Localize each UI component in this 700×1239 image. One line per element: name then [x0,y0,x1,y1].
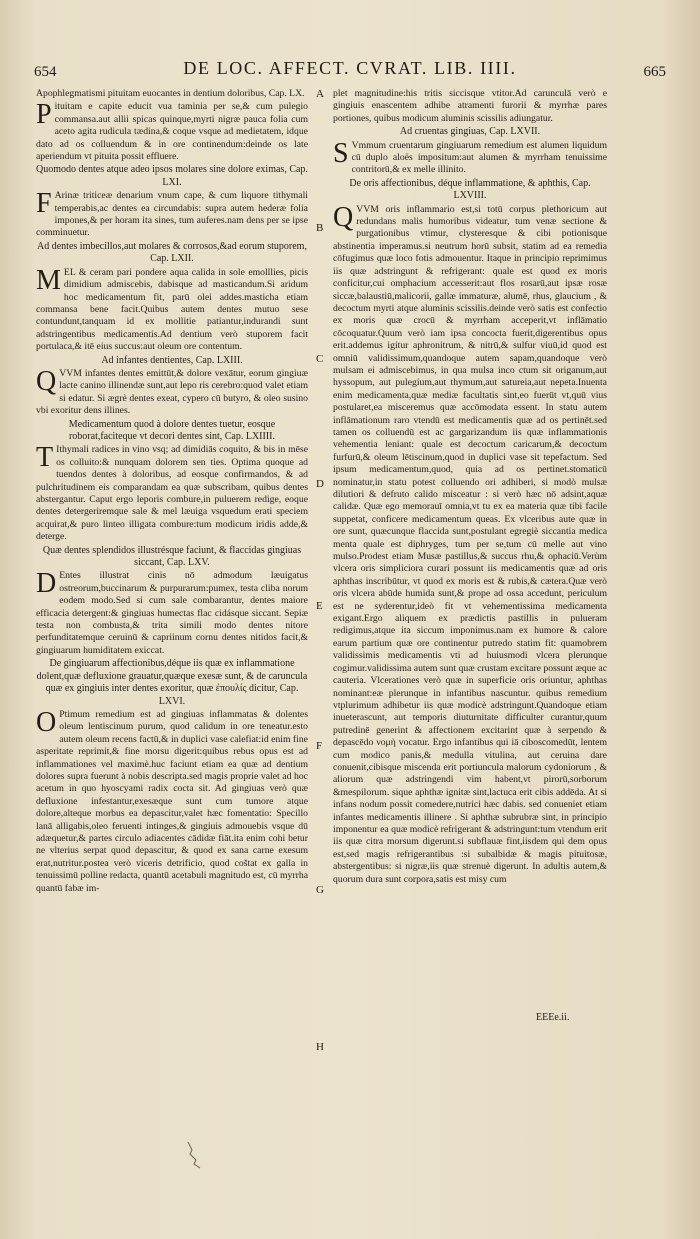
paragraph [333,137,607,177]
ink-mark [186,1140,210,1170]
chapter-heading [36,419,308,444]
paragraph-text: VVM infantes dentes emittūt,& dolore vexātur, eorum gingiuæ lacte canino illinendæ sunt,aut lepo ris cerebro:quod valet etiam si edatur. Si ægrè dentes exeat, cypero cū butyro, & oleo susino vbi exoritur dens illines. [36,367,308,417]
drop-cap: Q [333,201,354,233]
paragraph [36,190,308,240]
left-text-column [36,88,308,896]
margin-letter: E [316,600,323,612]
margin-letter: H [316,1041,324,1053]
right-text-column [333,88,607,887]
paragraph-text: Ad dentes imbecillos,aut molares & corrosos,&ad eorum stuporem, Cap. LXII. [37,240,307,265]
drop-cap: P [36,99,52,131]
paragraph-text: VVM oris inflammario est,si totū corpus plethoricum aut redundans malis humoribus videatur, tum venæ sectione & purgationibus vtimur, clysteresque & cibi potionisque abstinentia imperamus.si neutrum horū subsit, statim ad ea remedia cōfugimus quæ loco fotis admouentur. Itaque in principio reprimimus iis quæ adstringunt & refrigerant: quale est quod ex moris conficitur,cui omphacium accesserit:aut flos rosarū,aut ipsæ rosæ siccæ,balaustiū,malicorii, gallæ immaturæ, alumē, rhus, glaucium , & decoctum myrti atque aluminis scissilis.deinde verò satis est confectio ex moris quæ crocū & myrrham acceperit,vt inflāmatio cōcoquatur.Quum verò iam ipsa concocta fuerit,digerentibus opus erit.addemus igitur aphronitrum, & nitrū,& sulfur viuū,id quod est omniū validissimum,quandoque autem sapam,quandoque verò mulsam ei admiscebimus, in qua mulsa inco ctum sit origanum,aut hyssopum, aut pulegium,aut thymum,aut satureia,aut nepeta.Inuenta enim medicamenta,quæ mediæ facultatis sint,eo fuerūt vt,quū vius postularet,ea misceremus quæ accōmodata essent. In statu autem inflāmationum raro vtendū est medicamentis quæ ad os pertinēt.sed tamen os colluendū est ac gargarizandum iis quæ inflammationis vehementia leniant: quale est decoctum caricarum,& decoctum furfurū,& oleum lētiscinum,quod in duplici vase sit tepefactum. Sed ipsum medicamentum,quod, quia ad os pertinet.stomaticū nominatur,in statu potest colluendo ori adhiberi, si modò mulsæ dilutiori & defruto calido misceatur : si verò hæc nō adsint,aquæ calidæ. Quæ ego memorauī omnia,vt tu ex ea materia quæ tibi facile suppetat, conficere medicamentum queas. Ex vlceribus aute quæ in ore sunt, quæcunque flaccida sunt,postulant egregiè siccantia medica menta quale est diphryges, tum per se,tum cū melle aut vino mulso.Prodest etiam Musæ pastillus,& succus rhu,& ophaciū.Verùm vlcera oris simpliciora curari possunt iis medicamentis quæ ad oris aphthas inscribūtur, vt quod ex moris est & rubis,& cætera.Quæ verò oris vlcera abūde humida sunt,& prope ad ossa accedunt, periculum est ne syderentur,ideò fit vt vehementissima medicamenta exigant.Ergo aliquem ex prædictis pastillis in pulueram redigimus,atque ita siccum imponimus.nam ex humore & calore earum partium quæ ore continentur putredo statim fit: quamobrem validissimis medicamentis vti ad huiusmodi vlcera plerunque cogimur.validissima autem sunt quæ crustam excitare possunt æque ac cauteria. Vlcerationes verò quæ in superficie oris oriuntur, aphthas nominant:eæ plerunque in infantibus nascuntur. quibus remedium vtplurimum adhibetur iis quæ modicè adstringunt.Quandoque etiam inueterascunt, aut temporis diuturnitate difficulter curantur,quum putredinē generint & affectionem excitarint quæ à serpendo & depascēdo νομὴ vocatur. Ergo infantibus qui iā ciboscomedūt, lentem cum modico panis,& medulla vitulina, aut ceruina dare conuenit,cibisque miscenda erit portiuncula malorum cydoniorum , & aliorum quæ adstringendi vim habent,vt pirorū,sorborum &mespilorum. sique aphthæ ignitæ sint,lactuca erit cibis addēda. At si infans nodum possit comedere,nutrici hæc dabis. sed conueniet etiam infantes medicamentis illinere . Si aphthæ subrubræ sint, in principio imponentur ea quæ modicè refrigerant & adstringunt:tum vtendum erit iis quæ citra morsum digerunt.si subflauæ fint,iisdem qui dem opus est,sed magis refrigerantibus :si subalbidæ & magis pituitosæ, abstergentibus: si nigræ,iis quæ strenuè digerunt. In adultis autem,& quorum dura sunt corpora,satis est misy cum [333,203,607,885]
drop-cap: F [36,188,52,220]
drop-cap: D [36,568,57,600]
paragraph-text: Ad cruentas gingiuas, Cap. LXVII. [399,126,541,138]
margin-letter: B [316,222,324,234]
paragraph-text: plet magnitudine:his tritis siccisque vtitor.Ad carunculā verò e gingiuis enascentem adhibe atramenti furorii & myrrhæ pares portiones, quibus modicum aluminis scissilis adiungatur. [333,88,607,124]
paragraph-text: De oris affectionibus, déque inflammatione, & aphthis, Cap. LXVIII. [349,177,591,202]
paragraph-text: Apophlegmatismi pituitam euocantes in dentium doloribus, Cap. LX. [36,88,305,99]
paragraph-text: ituitam e capite educit vua taminia per se,& cum pulegio commansa.aut allii spicas quinque,myrti nigræ pauca folia cum aceto agita rudicula tædina,& coque vsque ad medietatem, idque dato ad os colluendum & in ore continendum:deinde os late aperiendum vt pituita possit effluere. [36,101,308,163]
paragraph [36,444,308,543]
paragraph [36,365,308,418]
drop-cap: T [36,442,54,474]
drop-cap: Q [36,365,57,397]
paragraph-text: Quomodo dentes atque adeo ipsos molares sine dolore eximas, Cap. LXI. [36,164,308,188]
chapter-heading [36,545,308,570]
paragraph-text: Vmmum cruentarum gingiuarum remedium est alumen liquidum cū duplo aloës impositum:aut alumen & myrrham tenuissime contritorū,& ex melle illinito. [351,139,607,176]
drop-cap: M [36,264,61,296]
paragraph-text: EL & ceram pari pondere aqua calida in sole emolllies, picis dimidium admiscebis, dabisque ad masticandum.Si aridum hoc medicamentum fit, parū olei addes.masticha etiam commansa bene facit.Quibus autem dentes mutuo sese contundunt,tanquam id ex mollitie patiantur,indurandi sunt adstringentibus medicamentis.Ad dentium verò stuporem facit portulaca,& itē eius succus:aut oleum ore contentum. [36,266,308,353]
margin-letters [312,88,330,1053]
paragraph-text: Medicamentum quod à dolore dentes tuetur, eosque roborat,faciteque vt decori dentes sint, Cap. LXIIII. [68,418,276,442]
paragraph [36,101,308,163]
margin-letter: C [316,353,324,365]
chapter-heading [36,241,308,266]
margin-letter: A [316,88,324,100]
paragraph [333,201,607,886]
paragraph-text: Ptimum remedium est ad gingiuas inflammatas & dolentes oleum lentiscinum purum, quod calidum in ore teneatur.esto autem oleum recens factū,& in duplici vase calefiat:id enim fine asperitate reprimit,& fine morsu digerit:quibus rebus opus est ad inflammationes vel maximè.huc faciunt etiam ea quæ ad dentium dolores supra fuerunt à nobis descripta.sed magis proprie valet ad hoc acetum in quo hyoscyami radix cocta sit. Ad gingiuas verò quæ defluxione infestantur,exesæque sunt cum tumore atque dolore,alteque morbus ea depascitur,valet hæc fomentatio: Specillo lanā alligabis,oleo feruenti intinges,& gingiuis admouebis vsque dū adæquetur,& partes circulo adiacentes cādidæ fiāt.ita enim cohi betur ne vlterius serpat quod depascitur, & quod ex sana carne exesum erat,nutritur.postea verò viceris detrificio, quod coštat ex galla in tenuissimū polline redacta, quantū acetabuli magnitudo est, cū myrrha quantū fabæ im- [36,708,308,894]
paragraph-text: Arinæ triticeæ denarium vnum cape, & cum liquore tithymali temperabis,ac dentes ea circundabis: supra autem hederæ folia impones,& per horam ita sines, tum auferes.nam dens per se ipse comminuetur. [36,190,308,239]
chapter-heading [333,178,607,203]
chapter-heading [333,126,607,138]
paragraph-text: Quæ dentes splendidos illustrésque faciunt, & flaccidas gingiuas siccant, Cap. LXV. [42,544,302,569]
chapter-heading [36,658,308,708]
paragraph [36,570,308,657]
page-number-right: 665 [643,64,666,80]
page-header [32,58,668,84]
drop-cap: O [36,706,57,738]
paragraph [36,88,308,100]
margin-letter: D [316,478,324,490]
paragraph-text: Entes illustrat cinis nō admodum læuigatus ostreorum,buccinarum & purpurarum:pumex, testa cliba norum eodem modo.Sed si cum sale combarantur, dentes maiore efficacia detergent:& gingiuas humectas flac cidásque siccant. Sepiæ testa non combusta,& trita simili modo dentes nitore perfunditatemque ceruinū & capriinum cornu dentes nitidos facit,& gingiuarum humiditatem exiccat. [36,570,308,656]
chapter-heading [36,355,308,367]
margin-letter: G [316,884,324,896]
margin-letter: F [316,740,323,752]
paragraph-text: Ad infantes dentientes, Cap. LXIII. [101,354,243,366]
drop-cap: S [333,137,349,169]
paragraph [333,88,607,125]
page-number-left: 654 [34,64,57,80]
running-title: DE LOC. AFFECT. CVRAT. LIB. IIII. [183,58,517,78]
paragraph [36,706,308,895]
paragraph [36,264,308,354]
paragraph-text: Ithymali radices in vino vsq; ad dimidiās coquito, & bis in mēse os colluito:& nunquam dolorem sen ties. Optima quoque ad tuendos dentes à doloribus, ad eosque confirmandos, & ad pulchritudinem eis comparandam ea quæ subscribam, quibus dentes abstergantur. Caput ergo leporis combure,in puluerem redige, eoque dentes detergeriremque sale & mel læuiga vsquedum erati speciem acquirat,& puro linteo illigata combure:tum modicum iridis adde,& deterge. [36,444,308,543]
chapter-heading [36,164,308,189]
signature-mark: EEEe.ii. [536,1012,570,1023]
paragraph-text: De gingiuarum affectionibus,déque iis quæ ex inflammatione dolent,quæ defluxione grauatur,quæque exesæ sunt, & de caruncula quæ ex gingiuis inter dentes exoritur, quæ ἐπουλίς dicitur, Cap. LXVI. [36,658,308,707]
